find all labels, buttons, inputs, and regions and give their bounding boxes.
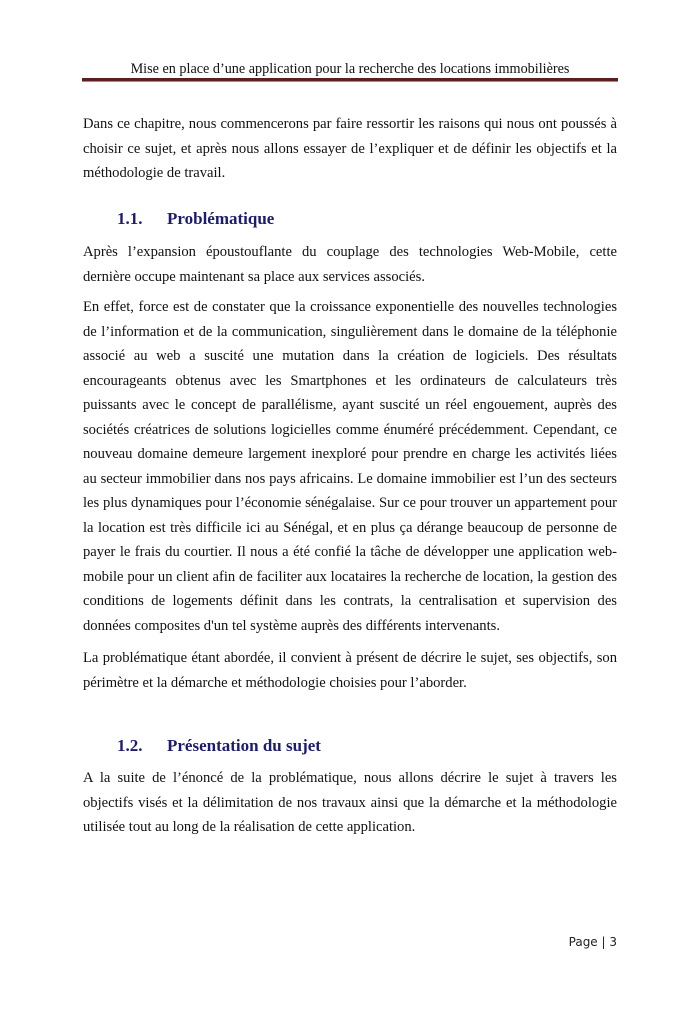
section-number: 1.2. bbox=[117, 736, 143, 755]
header-rule bbox=[82, 78, 618, 82]
paragraph: La problématique étant abordée, il convient à présent de décrire le sujet, ses objectifs, son périmètre et la démarche et méthodologie choisies pour l’aborder. bbox=[83, 650, 617, 691]
paragraph: En effet, force est de constater que la croissance exponentielle des nouvelles technologies de l’information et de la communication, singulièrement dans le domaine de la téléphonie associé au web a suscité une mutation dans la création de logiciels. Des résultats encourageants obtenus avec les Smartphones et les ordinateurs de calculateurs très puissants avec le concept de parallélisme, ayant suscité un réel engouement, auprès des sociétés créatrices de solutions logicielles comme énuméré précédemment. Cependant, ce nouveau domaine demeure largement inexploré pour prendre en charge les activités liées au secteur immobilier dans nos pays africains. Le domaine immobilier est l’un des secteurs les plus dynamiques pour l’économie sénégalaise. Sur ce pour trouver un appartement pour la location est très difficile ici au Sénégal, et en plus ça dérange beaucoup de personne de payer le frais du courtier. Il nous a été confié la tâche de développer une application web-mobile pour un client afin de faciliter aux locataires la recherche de location, la gestion des conditions de logements définit dans les contrats, la centralisation et supervision des données composites d'un tel système auprès des différents intervenants. bbox=[83, 299, 617, 634]
intro-block bbox=[83, 112, 617, 186]
page-number: Page | 3 bbox=[568, 935, 617, 949]
intro-paragraph: Dans ce chapitre, nous commencerons par faire ressortir les raisons qui nous ont poussés à choisir ce sujet, et après nous allons essayer de l’expliquer et de définir les objectifs et la méthodologie de travail. bbox=[83, 116, 617, 181]
section-title: Présentation du sujet bbox=[167, 736, 321, 755]
section-1-1-p3 bbox=[83, 646, 617, 695]
section-1-1-p1 bbox=[83, 240, 617, 289]
paragraph: A la suite de l’énoncé de la problématique, nous allons décrire le sujet à travers les objectifs visés et la délimitation de nos travaux ainsi que la démarche et la méthodologie utilisée tout au long de la réalisation de cette application. bbox=[83, 770, 617, 835]
section-number: 1.1. bbox=[117, 209, 143, 228]
running-header: Mise en place d’une application pour la recherche des locations immobilières bbox=[130, 61, 570, 77]
section-title: Problématique bbox=[167, 209, 275, 228]
section-heading-1-1 bbox=[117, 208, 651, 230]
section-1-2-p1 bbox=[83, 766, 617, 840]
section-heading-1-2 bbox=[117, 735, 651, 757]
paragraph: Après l’expansion époustouflante du couplage des technologies Web-Mobile, cette dernière occupe maintenant sa place aux services associés. bbox=[83, 244, 617, 285]
section-1-1-p2 bbox=[83, 295, 617, 638]
